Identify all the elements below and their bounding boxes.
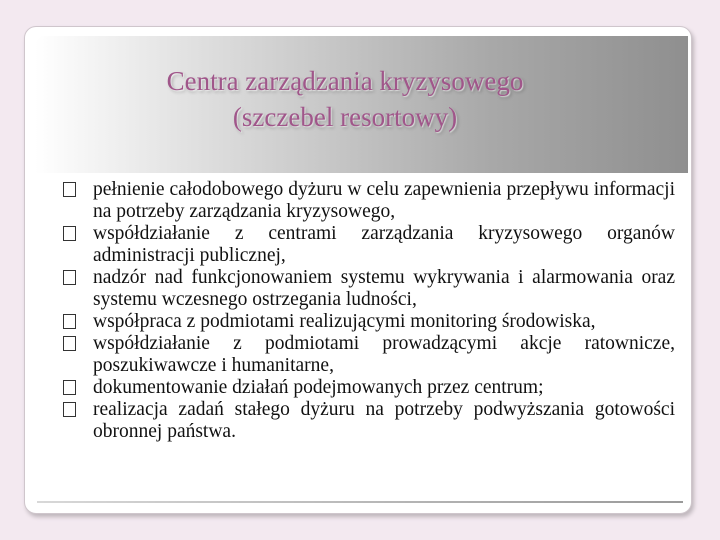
bullet-text: nadzór nad funkcjonowaniem systemu wykrywania i alarmowania oraz systemu wczesnego ostrzegania ludności, [93,267,675,310]
bullet-text: realizacja zadań stałego dyżuru na potrzeby podwyższania gotowości obronnej państwa. [93,399,675,442]
slide-title [85,63,605,135]
title-line-1: Centra zarządzania kryzysowego [166,66,524,96]
square-bullet-icon [63,270,76,285]
title-line-2: (szczebel resortowy) [232,102,458,132]
square-bullet-icon [63,336,76,351]
bullet-item [63,377,675,399]
square-bullet-icon [63,314,76,329]
bullet-list [63,179,675,443]
square-bullet-icon [63,380,76,395]
bullet-text: dokumentowanie działań podejmowanych przez centrum; [93,377,544,398]
slide-card [24,26,692,514]
bullet-item [63,223,675,267]
square-bullet-icon [63,226,76,241]
bullet-item [63,179,675,223]
bullet-item [63,333,675,377]
bullet-item [63,311,675,333]
square-bullet-icon [63,182,76,197]
square-bullet-icon [63,402,76,417]
bullet-text: współdziałanie z podmiotami prowadzącymi akcje ratownicze, poszukiwawcze i humanitarne, [93,333,675,376]
bullet-text: pełnienie całodobowego dyżuru w celu zapewnienia przepływu informacji na potrzeby zarządzania kryzysowego, [93,179,675,222]
bullet-text: współdziałanie z centrami zarządzania kryzysowego organów administracji publicznej, [93,223,675,266]
bullet-text: współpraca z podmiotami realizującymi monitoring środowiska, [93,311,596,332]
bottom-divider [37,501,683,503]
bullet-item [63,399,675,443]
bullet-item [63,267,675,311]
